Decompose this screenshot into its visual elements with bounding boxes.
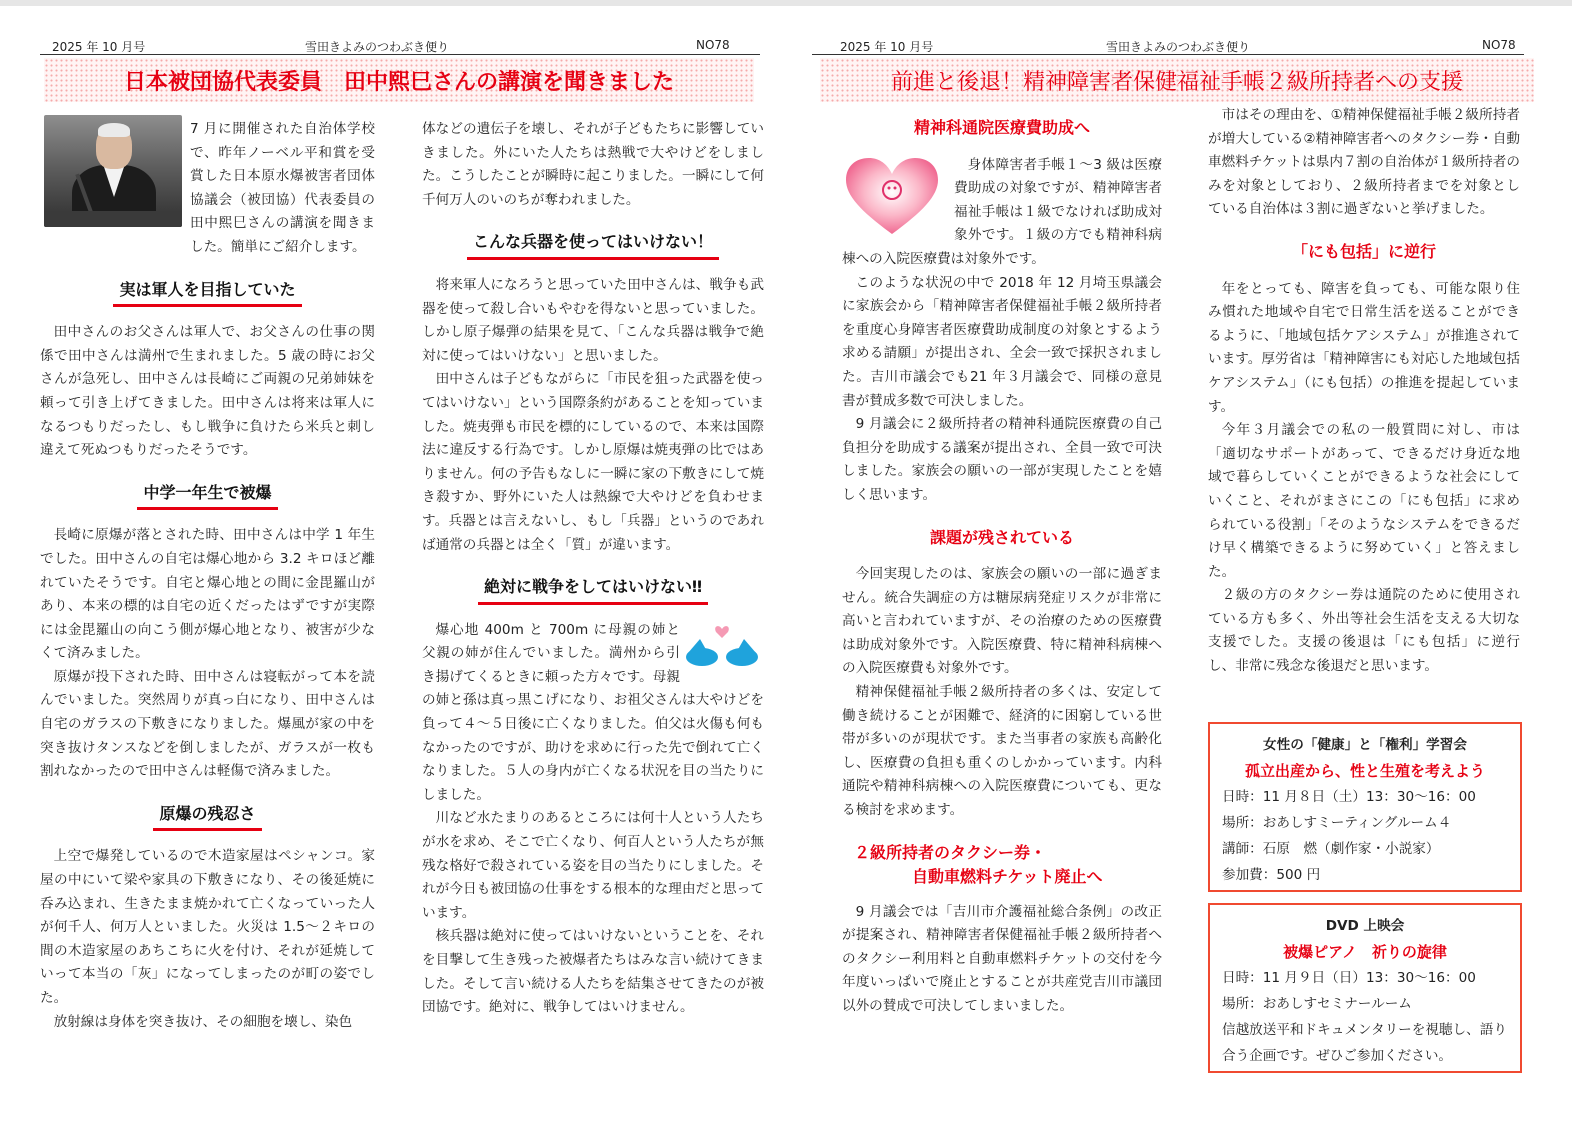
paragraph: 田中さんのお父さんは軍人で、お父さんの仕事の関係で田中さんは満州で生まれました。5 歳の時にお父さんが急死し、田中さんは長崎にご両親の兄弟姉妹を頼って引き上げてきました。田中さんは将来は軍人になるつもりだったし、もし戦争に負けたら米兵と刺し違えて死ぬつもりだったそうです。 <box>40 324 375 459</box>
event-description: 信越放送平和ドキュメンタリーを視聴し、語り合う企画です。ぜひご参加ください。 <box>1222 1022 1507 1064</box>
event-date: 日時：11 月８日（土）13：30～16：00 <box>1222 789 1476 805</box>
issue-date: 2025 年 10 月号 <box>840 40 934 54</box>
section-heading: 中学一年生で被爆 <box>40 481 375 511</box>
paragraph: ２級の方のタクシー券は通院のために使用されている方も多く、外出等社会生活を支える大切な支援でした。支援の後退は「にも包括」に逆行し、非常に残念な後退だと思います。 <box>1208 587 1520 675</box>
paragraph: 市はその理由を、①精神保健福祉手帳２級所持者が増大している②精神障害者へのタクシー券・自動車燃料チケットは県内７割の自治体が１級所持者のみを対象としており、２級所持者までを対象としている自治体は３割に過ぎないと挙げました。 <box>1208 107 1520 218</box>
event-place: 場所：おあしすミーティングルーム４ <box>1222 815 1452 831</box>
paragraph: 今回実現したのは、家族会の願いの一部に過ぎません。統合失調症の方は糖尿病発症リスクが非常に高いと言われていますが、その治療のための医療費は助成対象外です。入院医療費、特に精神科病棟への入院医療費も対象外です。 <box>842 566 1162 677</box>
section-heading: こんな兵器を使ってはいけない！ <box>422 230 764 260</box>
issue-number: NO78 <box>696 38 730 52</box>
paragraph: 上空で爆発しているので木造家屋はペシャンコ。家屋の中にいて梁や家具の下敷きになり、その後延焼に呑み込まれ、生きたまま焼かれて亡くなっていった人が何千人、何万人といました。火災は 1.5～２キロの間の木造家屋のあちこちに火を付け、それが延焼していって本当の「灰」になってしまったのが町の姿でした。 <box>40 848 375 1006</box>
event-subtitle: 被爆ピアノ 祈りの旋律 <box>1283 943 1447 961</box>
left-banner <box>44 58 754 102</box>
paragraph: 長崎に原爆が落とされた時、田中さんは中学 1 年生でした。田中さんの自宅は爆心地から 3.2 キロほど離れていたそうです。自宅と爆心地との間に金毘羅山があり、本来の標的は自宅の近くだったはずですが実際には金毘羅山の向こう側が爆心地となり、被害が少なくて済みました。 <box>40 527 375 662</box>
event-box-study <box>1208 722 1522 892</box>
paragraph: 川など水たまりのあるところには何十人という人たちが水を求め、そこで亡くなり、何百人という人たちが無残な格好で殺されている姿を目の当たりにしました。それが今日も被団協の仕事をする根本的な理由だと思っています。 <box>422 810 764 921</box>
section-heading: 原爆の残忍さ <box>40 802 375 832</box>
newsletter-title: 雪田きよみのつわぶき便り <box>305 40 450 54</box>
paragraph: 9 月議会に２級所持者の精神科通院医療費の自己負担分を助成する議案が提出され、全員一致で可決しました。家族会の願いの一部が実現したことを嬉しく思います。 <box>842 416 1162 503</box>
paragraph: 将来軍人になろうと思っていた田中さんは、戦争も武器を使って殺し合いもやむを得ないと思っていました。しかし原子爆弾の結果を見て、「こんな兵器は戦争で絶対に使ってはいけない」と思いました。 <box>422 276 764 364</box>
issue-number: NO78 <box>1482 38 1516 52</box>
section-heading: 実は軍人を目指していた <box>40 278 375 308</box>
event-subtitle: 孤立出産から、性と生殖を考えよう <box>1244 762 1485 780</box>
section-heading: ２級所持者のタクシー券・ 自動車燃料チケット廃止へ <box>854 842 1103 886</box>
event-title: 女性の「健康」と「権利」学習会 <box>1263 737 1467 753</box>
right-page <box>786 0 1572 1122</box>
paragraph: 今年３月議会での私の一般質問に対し、市は「適切なサポートがあって、できるだけ身近な地域で暮らしていくことができるような社会にしていくこと、それがまさにこの「にも包括」に求められている役割」「そのようなシステムをできるだけ早く構築できるように努めていく」と答えました。 <box>1208 422 1520 580</box>
right-column-1 <box>842 104 1162 1019</box>
paragraph: 田中さんは子どもながらに「市民を狙った武器を使ってはいけない」という国際条約があることを知っていました。焼夷弾も市民を標的にしているので、本来は国際法に違反する行為です。しかし原爆は焼夷弾の比ではありません。何の予告もなしに一瞬に家の下敷きにして焼き殺すか、野外にいた人は熱線で大やけどを負わせます。兵器とは言えないし、もし「兵器」というのであれば通常の兵器とは全く「質」が違います。 <box>422 371 764 553</box>
paragraph: 原爆が投下された時、田中さんは寝転がって本を読んでいました。突然周りが真っ白になり、田中さんは自宅のガラスの下敷きになりました。爆風が家の中を突き抜けタンスなどを倒しましたが、ガラスが一枚も割れなかったので田中さんは軽傷で済みました。 <box>40 668 375 780</box>
paragraph: 爆心地 400m と 700m に母親の姉と父親の姉が住んでいました。満州から引き揚げてくるときに頼った方々です。母親の姉と孫は真っ黒こげになり、お祖父さんは大やけどを負って４～５日後に亡くなりました。伯父は火傷も何もなかったのですが、助けを求めに行った先で倒れて亡くなりました。５人の身内が亡くなる状況を目の当たりにしました。 <box>422 621 764 803</box>
section-heading: 精神科通院医療費助成へ <box>913 118 1090 137</box>
left-banner-title: 日本被団協代表委員 田中熙巳さんの講演を聞きました <box>123 69 674 95</box>
birds-icon <box>680 619 764 679</box>
paragraph: 体などの遺伝子を壊し、それが子どもたちに影響していきました。外にいた人たちは熱戦で大やけどをしました。こうしたことが瞬時に起こりました。一瞬にして何千何万人のいのちが奪われました。 <box>422 121 764 208</box>
right-banner-title: 前進と後退！精神障害者保健福祉手帳２級所持者への支援 <box>890 69 1463 95</box>
event-box-dvd <box>1208 903 1522 1073</box>
paragraph: 精神保健福祉手帳２級所持者の多くは、安定して働き続けることが困難で、経済的に困窮している世帯が多いのが現状です。また当事者の家族も高齢化し、医療費の負担も重くのしかかっています。内科通院や精神科病棟への入院医療費についても、更なる検討を求めます。 <box>842 684 1162 819</box>
newsletter-title: 雪田きよみのつわぶき便り <box>1106 40 1251 54</box>
heart-icon <box>842 154 942 238</box>
section-heading: 課題が残されている <box>929 527 1074 547</box>
left-column-2 <box>422 118 764 1020</box>
left-column-1 <box>40 118 375 1034</box>
issue-date: 2025 年 10 月号 <box>52 40 146 54</box>
right-banner <box>820 58 1534 102</box>
paragraph: 核兵器は絶対に使ってはいけないということを、それを目撃して生き残った被爆者たちはみな言い続けてきました。そして言い続ける人たちを結集させてきたのが被団協です。絶対に、戦争してはいけません。 <box>422 928 764 1016</box>
section-heading: 絶対に戦争をしてはいけない‼ <box>422 575 764 605</box>
paragraph: 9 月議会では「吉川市介護福祉総合条例」の改正が提案され、精神障害者保健福祉手帳２級所持者へのタクシー利用料と自動車燃料チケットの交付を今年度いっぱいで廃止とすることが共産党吉川市議団以外の賛成で可決してしまいました。 <box>842 903 1162 1014</box>
paragraph: 放射線は身体を突き抜け、その細胞を壊し、染色 <box>53 1013 353 1030</box>
event-lecturer: 講師：石原 燃（劇作家・小説家） <box>1222 841 1440 857</box>
right-header <box>812 38 1524 55</box>
right-column-2 <box>1208 104 1520 679</box>
section-heading: 「にも包括」に逆行 <box>1291 241 1436 261</box>
left-header <box>40 38 760 55</box>
event-fee: 参加費：500 円 <box>1222 867 1321 883</box>
event-date: 日時：11 月９日（日）13：30～16：00 <box>1222 970 1476 986</box>
paragraph: 身体障害者手帳１～3 級は医療費助成の対象ですが、精神障害者福祉手帳は１級でなければ助成対象外です。１級の方でも精神科病棟への入院医療費は対象外です。 <box>842 156 1162 267</box>
event-title: DVD 上映会 <box>1325 918 1405 934</box>
paragraph: 年をとっても、障害を負っても、可能な限り住み慣れた地域や自宅で日常生活を送ることができるように、「地域包括ケアシステム」が推進されています。厚労省は「精神障害にも対応した地域包括ケアシステム」（にも包括）の推進を提起しています。 <box>1208 280 1520 415</box>
event-place: 場所：おあしすセミナールーム <box>1222 996 1412 1012</box>
paragraph: このような状況の中で 2018 年 12 月埼玉県議会に家族会から「精神障害者保健福祉手帳２級所持者を重度心身障害者医療費助成制度の対象とするよう求める請願」が提出され、全会一致で採択されました。吉川市議会でも21 年３月議会で、同様の意見書が賛成多数で可決しました。 <box>842 274 1162 409</box>
intro-paragraph: 7 月に開催された自治体学校で、昨年ノーベル平和賞を受賞した日本原水爆被害者団体協議会（被団協）代表委員の田中熙巳さんの講演を聞きました。簡単にご紹介します。 <box>190 121 375 255</box>
